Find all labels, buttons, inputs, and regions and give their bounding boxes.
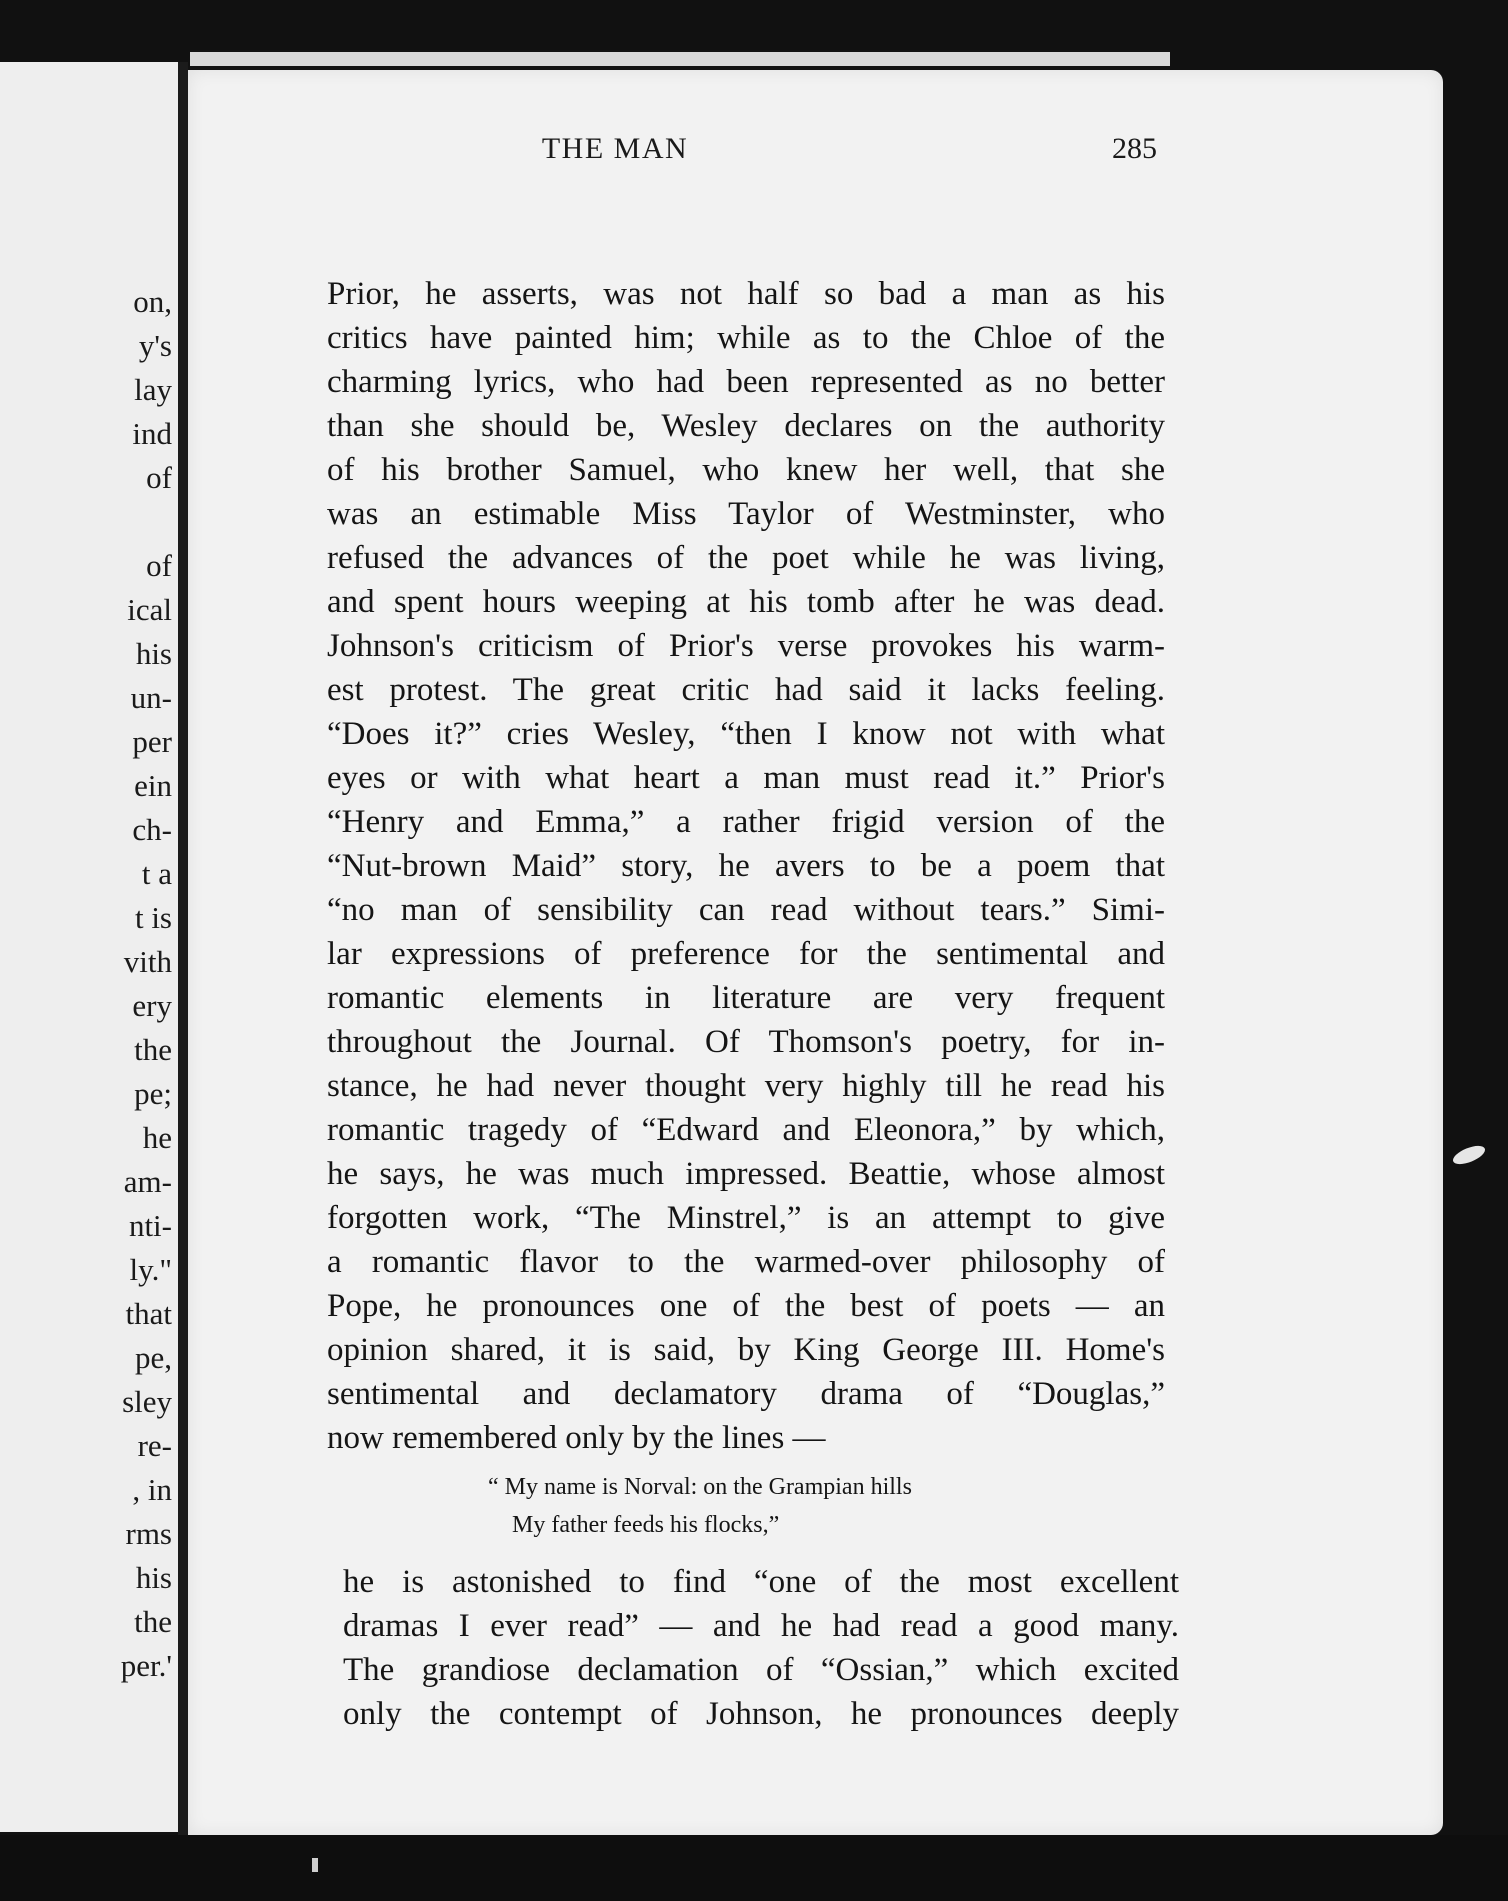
text-line: throughout the Journal. Of Thomson's poetry, for in- bbox=[327, 1024, 1165, 1060]
text-line: only the contempt of Johnson, he pronounces deeply bbox=[343, 1696, 1179, 1732]
text-line: “Nut-brown Maid” story, he avers to be a poem that bbox=[327, 848, 1165, 884]
left-fragment: of bbox=[146, 460, 172, 495]
text-line: and spent hours weeping at his tomb after he was dead. bbox=[327, 584, 1165, 620]
left-fragment: pe; bbox=[134, 1076, 172, 1111]
left-fragment: of bbox=[146, 548, 172, 583]
text-line: critics have painted him; while as to the Chloe of the bbox=[327, 320, 1165, 356]
text-line: “Henry and Emma,” a rather frigid version of the bbox=[327, 804, 1165, 840]
left-fragment: the bbox=[134, 1032, 172, 1067]
left-fragment: ch- bbox=[132, 812, 172, 847]
left-fragment: sley bbox=[122, 1384, 172, 1419]
text-line: sentimental and declamatory drama of “Douglas,” bbox=[327, 1376, 1165, 1412]
text-line: est protest. The great critic had said it lacks feeling. bbox=[327, 672, 1165, 708]
left-fragment: on, bbox=[133, 284, 172, 319]
left-fragment: his bbox=[135, 1560, 172, 1595]
left-fragment: rms bbox=[125, 1516, 172, 1551]
text-line: opinion shared, it is said, by King George III. Home's bbox=[327, 1332, 1165, 1368]
book-gutter bbox=[178, 62, 188, 1837]
text-line: a romantic flavor to the warmed-over philosophy of bbox=[327, 1244, 1165, 1280]
text-line: dramas I ever read” — and he had read a good many. bbox=[343, 1608, 1179, 1644]
left-fragment: that bbox=[125, 1296, 172, 1331]
page-top-edge bbox=[190, 52, 1170, 66]
quote-line: “ My name is Norval: on the Grampian hills bbox=[488, 1474, 912, 1500]
left-fragment: un- bbox=[130, 680, 172, 715]
left-fragment: the bbox=[134, 1604, 172, 1639]
text-line: forgotten work, “The Minstrel,” is an attempt to give bbox=[327, 1200, 1165, 1236]
left-fragment: ical bbox=[127, 592, 172, 627]
text-line: he says, he was much impressed. Beattie, whose almost bbox=[327, 1156, 1165, 1192]
text-line: “Does it?” cries Wesley, “then I know not with what bbox=[327, 716, 1165, 752]
text-line: romantic tragedy of “Edward and Eleonora,” by which, bbox=[327, 1112, 1165, 1148]
left-fragment: per.' bbox=[120, 1648, 172, 1683]
left-fragment: his bbox=[135, 636, 172, 671]
text-line: Johnson's criticism of Prior's verse provokes his warm- bbox=[327, 628, 1165, 664]
text-line: “no man of sensibility can read without tears.” Simi- bbox=[327, 892, 1165, 928]
left-page bbox=[0, 62, 184, 1832]
left-fragment: t is bbox=[134, 900, 172, 935]
left-fragment: ind bbox=[132, 416, 172, 451]
left-fragment: per bbox=[132, 724, 172, 759]
left-fragment: am- bbox=[123, 1164, 172, 1199]
page-marker-mark bbox=[1451, 1142, 1488, 1168]
text-line: charming lyrics, who had been represented as no better bbox=[327, 364, 1165, 400]
left-fragment: ery bbox=[132, 988, 172, 1023]
left-fragment: ly." bbox=[129, 1252, 172, 1287]
left-fragment: vith bbox=[123, 944, 172, 979]
text-line: romantic elements in literature are very frequent bbox=[327, 980, 1165, 1016]
left-fragment: ein bbox=[134, 768, 172, 803]
text-line: than she should be, Wesley declares on the authority bbox=[327, 408, 1165, 444]
left-fragment: y's bbox=[138, 328, 172, 363]
page-number: 285 bbox=[1112, 132, 1157, 165]
text-line: he is astonished to find “one of the most excellent bbox=[343, 1564, 1179, 1600]
quote-line: My father feeds his flocks,” bbox=[512, 1512, 780, 1538]
scan-speck bbox=[312, 1858, 318, 1872]
running-header: THE MAN bbox=[541, 132, 689, 165]
text-line: refused the advances of the poet while he was living, bbox=[327, 540, 1165, 576]
left-fragment: t a bbox=[141, 856, 172, 891]
scan-background bbox=[0, 1835, 1508, 1901]
text-line: eyes or with what heart a man must read it.” Prior's bbox=[327, 760, 1165, 796]
left-fragment: lay bbox=[134, 372, 172, 407]
left-fragment: pe, bbox=[134, 1340, 172, 1375]
text-line: lar expressions of preference for the sentimental and bbox=[327, 936, 1165, 972]
text-line: stance, he had never thought very highly till he read his bbox=[327, 1068, 1165, 1104]
text-line: The grandiose declamation of “Ossian,” which excited bbox=[343, 1652, 1179, 1688]
left-fragment: nti- bbox=[128, 1208, 172, 1243]
text-line: was an estimable Miss Taylor of Westminster, who bbox=[327, 496, 1165, 532]
text-line: now remembered only by the lines — bbox=[327, 1420, 826, 1456]
text-line: Prior, he asserts, was not half so bad a man as his bbox=[327, 276, 1165, 312]
text-line: of his brother Samuel, who knew her well, that she bbox=[327, 452, 1165, 488]
left-fragment: he bbox=[142, 1120, 172, 1155]
left-fragment: , in bbox=[132, 1472, 172, 1507]
text-line: Pope, he pronounces one of the best of poets — an bbox=[327, 1288, 1165, 1324]
left-fragment: re- bbox=[137, 1428, 172, 1463]
